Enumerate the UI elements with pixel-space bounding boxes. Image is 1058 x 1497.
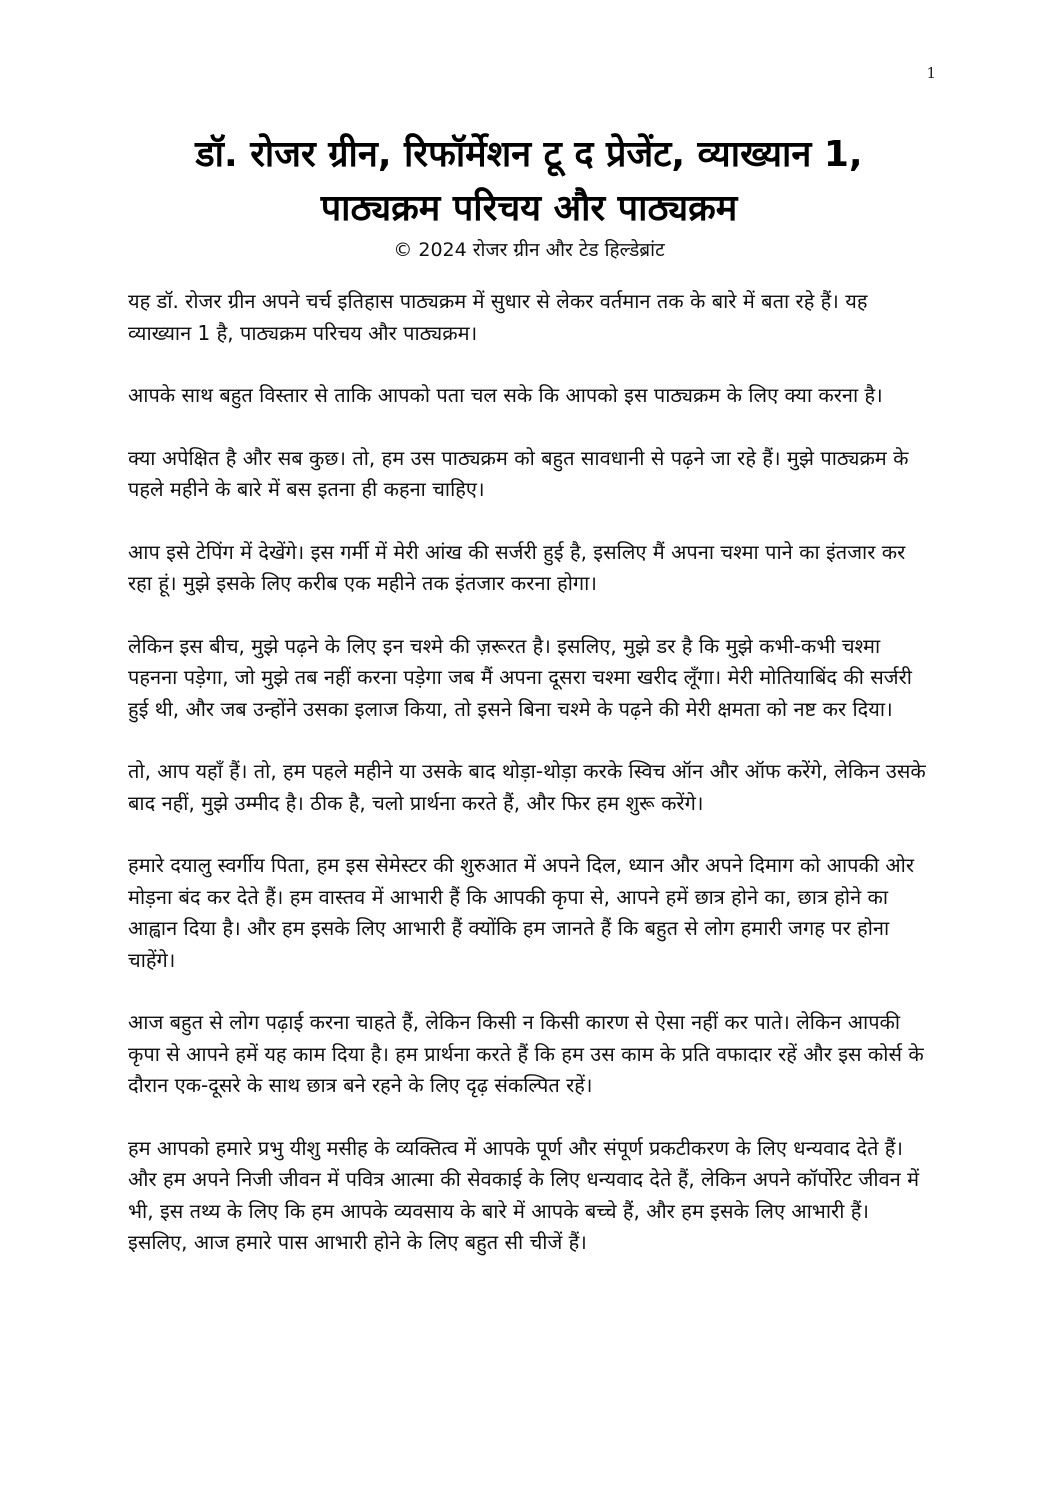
- paragraph: हमारे दयालु स्वर्गीय पिता, हम इस सेमेस्टर की शुरुआत में अपने दिल, ध्यान और अपने दिमाग को आपकी ओर मोड़ना बंद कर देते हैं। हम वास्तव में आभारी हैं कि आपकी कृपा से, आपने हमें छात्र होने का, छात्र होने का आह्वान दिया है। और हम इसके लिए आभारी हैं क्योंकि हम जानते हैं कि बहुत से लोग हमारी जगह पर होना चाहेंगे।: [128, 853, 915, 972]
- paragraph: हम आपको हमारे प्रभु यीशु मसीह के व्यक्तित्व में आपके पूर्ण और संपूर्ण प्रकटीकरण के लिए धन्यवाद देते हैं। और हम अपने निजी जीवन में पवित्र आत्मा की सेवकाई के लिए धन्यवाद देते हैं, लेकिन अपने कॉर्पोरेट जीवन में भी, इस तथ्य के लिए कि हम आपके व्यवसाय के बारे में आपके बच्चे हैं, और हम इसके लिए आभारी हैं। इसलिए, आज हमारे पास आभारी होने के लिए बहुत सी चीजें हैं।: [128, 1135, 920, 1254]
- copyright-line: © 2024 रोजर ग्रीन और टेड हिल्डेब्रांट: [393, 239, 665, 261]
- paragraph: क्या अपेक्षित है और सब कुछ। तो, हम उस पाठ्यक्रम को बहुत सावधानी से पढ़ने जा रहे हैं। मुझे पाठ्यक्रम के पहले महीने के बारे में बस इतना ही कहना चाहिए।: [128, 445, 909, 501]
- paragraph: लेकिन इस बीच, मुझे पढ़ने के लिए इन चश्मे की ज़रूरत है। इसलिए, मुझे डर है कि मुझे कभी-कभी चश्मा पहनना पड़ेगा, जो मुझे तब नहीं करना पड़ेगा जब मैं अपना दूसरा चश्मा खरीद लूँगा। मेरी मोतियाबिंद की सर्जरी हुई थी, और जब उन्होंने उसका इलाज किया, तो इसने बिना चश्मे के पढ़ने की मेरी क्षमता को नष्ट कर दिया।: [128, 633, 912, 721]
- title-line-2: पाठ्यक्रम परिचय और पाठ्यक्रम: [320, 188, 738, 229]
- paragraph: तो, आप यहाँ हैं। तो, हम पहले महीने या उसके बाद थोड़ा-थोड़ा करके स्विच ऑन और ऑफ करेंगे, लेकिन उसके बाद नहीं, मुझे उम्मीद है। ठीक है, चलो प्रार्थना करते हैं, और फिर हम शुरू करेंगे।: [128, 759, 926, 815]
- paragraph: आपके साथ बहुत विस्तार से ताकि आपको पता चल सके कि आपको इस पाठ्यक्रम के लिए क्या करना है।: [128, 383, 883, 407]
- document-header: [80, 128, 978, 264]
- page-number: 1: [926, 64, 936, 82]
- title-line-1: डॉ. रोजर ग्रीन, रिफॉर्मेशन टू द प्रेजेंट, व्याख्यान 1,: [195, 134, 863, 175]
- document-title: [80, 128, 978, 236]
- document-body: [128, 286, 928, 1290]
- paragraph: आप इसे टेपिंग में देखेंगे। इस गर्मी में मेरी आंख की सर्जरी हुई है, इसलिए मैं अपना चश्मा पाने का इंतजार कर रहा हूं। मुझे इसके लिए करीब एक महीने तक इंतजार करना होगा।: [128, 539, 906, 595]
- paragraph: यह डॉ. रोजर ग्रीन अपने चर्च इतिहास पाठ्यक्रम में सुधार से लेकर वर्तमान तक के बारे में बता रहे हैं। यह व्याख्यान 1 है, पाठ्यक्रम परिचय और पाठ्यक्रम।: [128, 289, 868, 345]
- paragraph: आज बहुत से लोग पढ़ाई करना चाहते हैं, लेकिन किसी न किसी कारण से ऐसा नहीं कर पाते। लेकिन आपकी कृपा से आपने हमें यह काम दिया है। हम प्रार्थना करते हैं कि हम उस काम के प्रति वफादार रहें और इस कोर्स के दौरान एक-दूसरे के साथ छात्र बने रहने के लिए दृढ़ संकल्पित रहें।: [128, 1010, 924, 1097]
